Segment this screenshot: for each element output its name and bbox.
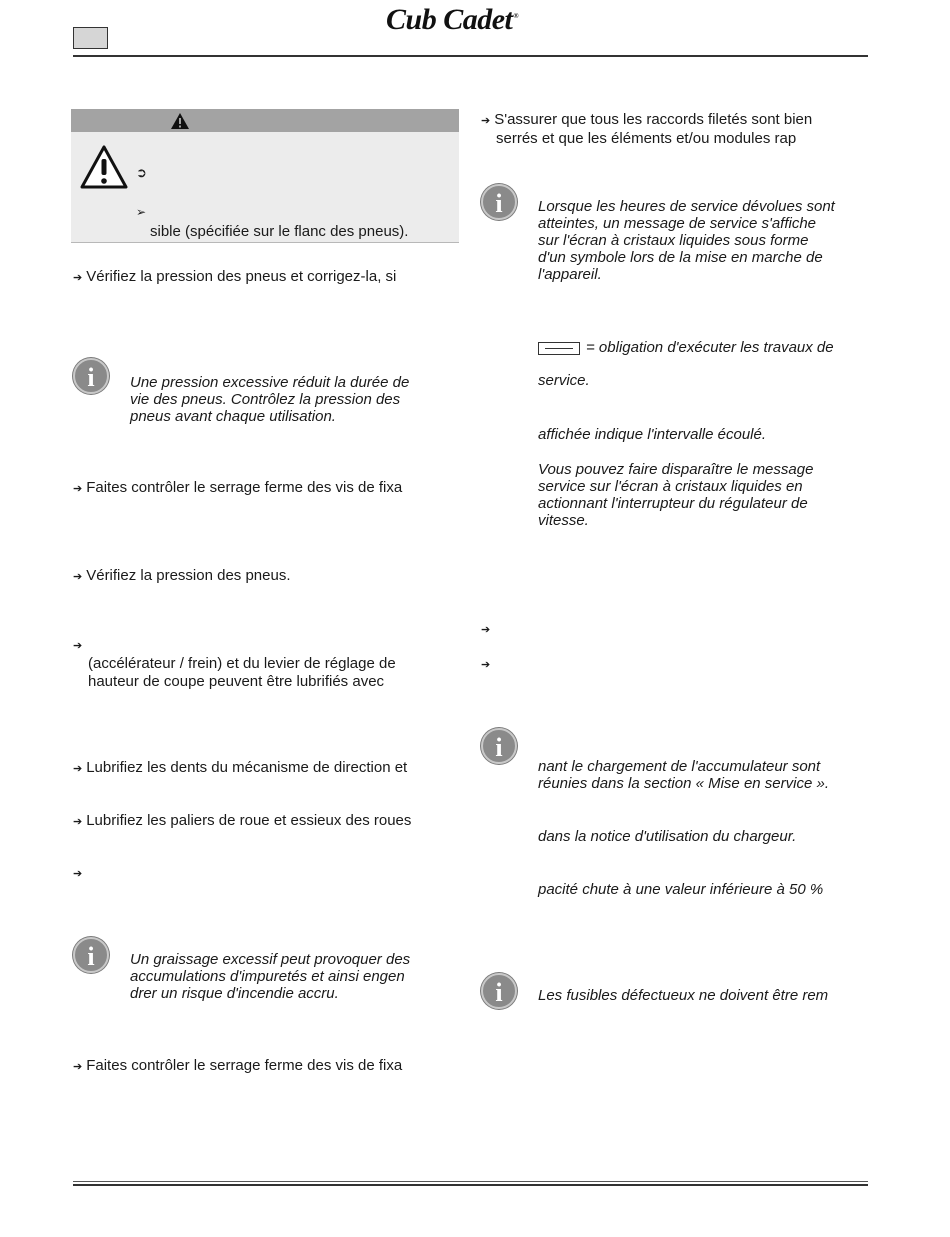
left-step-3: ➔ Vérifiez la pression des pneus. (73, 567, 291, 584)
warning-text: sible (spécifiée sur le flanc des pneus). (150, 223, 409, 240)
left-info-1: Une pression excessive réduit la durée de vie des pneus. Contrôlez la pression des pneus avant chaque utilisation. (130, 374, 410, 425)
left-step-1: ➔ Vérifiez la pression des pneus et corrigez-la, si (73, 268, 397, 285)
left-step-5: ➔ Lubrifiez les dents du mécanisme de direction et (73, 759, 408, 776)
arrow-icon: ➔ (481, 115, 491, 127)
right-info-2-line4: pacité chute à une valeur inférieure à 50 % (538, 881, 824, 898)
arrow-icon: ➔ (73, 868, 83, 880)
right-info-2-line1: nant le chargement de l'accumulateur sont (538, 758, 821, 775)
service-symbol-line: = obligation d'exécuter les travaux de (538, 339, 834, 356)
arrow-icon: ➔ (481, 624, 491, 636)
left-info-2: Un graissage excessif peut provoquer des accumulations d'impuretés et ainsi engen drer un risque d'incendie accru. (130, 951, 411, 1002)
info-icon: i (481, 184, 517, 220)
arrow-icon: ➔ (73, 1061, 83, 1073)
warning-bullet-2: ➢ (136, 205, 147, 219)
left-step-2: ➔ Faites contrôler le serrage ferme des vis de fixa (73, 479, 403, 496)
chapter-tab (73, 27, 108, 49)
warning-triangle-small-icon (170, 112, 190, 130)
arrow-icon: ➔ (481, 659, 491, 671)
info-icon: i (481, 973, 517, 1009)
brand-logo: Cub Cadet® (386, 3, 519, 36)
service-word: service. (538, 372, 590, 389)
warning-triangle-icon (79, 144, 129, 190)
left-step-6: ➔ Lubrifiez les paliers de roue et essieux des roues (73, 812, 412, 829)
wrench-symbol-icon (538, 342, 580, 355)
warning-header (71, 109, 459, 132)
arrow-icon: ➔ (73, 571, 83, 583)
arrow-icon: ➔ (73, 640, 83, 652)
right-info-1: Lorsque les heures de service dévolues sont atteintes, un message de service s'affiche sur l'écran à cristaux liquides sous forme d'un symbole lors de la mise en marche de l'appareil. (538, 198, 835, 283)
right-step-3 (481, 655, 494, 674)
interval-text: affichée indique l'intervalle écoulé. (538, 426, 767, 443)
header-rule (73, 55, 868, 57)
right-step-2 (481, 620, 494, 639)
info-icon: i (73, 937, 109, 973)
footer-rule-thin (73, 1181, 868, 1182)
arrow-icon: ➔ (73, 763, 83, 775)
warning-bullet-1: ➲ (136, 165, 147, 180)
warning-body (71, 132, 459, 243)
left-step-8: ➔ Faites contrôler le serrage ferme des vis de fixa (73, 1057, 403, 1074)
right-info-2-line2: réunies dans la section « Mise en service ». (538, 775, 829, 792)
arrow-icon: ➔ (73, 816, 83, 828)
left-step-4: ➔ (accélérateur / frein) et du levier de réglage de hauteur de coupe peuvent être lubrifiés avec (73, 640, 396, 690)
info-icon: i (481, 728, 517, 764)
arrow-icon: ➔ (73, 272, 83, 284)
left-step-7 (73, 864, 86, 883)
right-info-2-line3: dans la notice d'utilisation du chargeur. (538, 828, 797, 845)
right-info-3: Les fusibles défectueux ne doivent être rem (538, 987, 829, 1004)
info-icon: i (73, 358, 109, 394)
right-step-1: ➔ S'assurer que tous les raccords filetés sont bien serrés et que les éléments et/ou modules rap (481, 111, 813, 147)
arrow-icon: ➔ (73, 483, 83, 495)
footer-rule (73, 1184, 868, 1186)
right-info-1b: Vous pouvez faire disparaître le message service sur l'écran à cristaux liquides en actionnant l'interrupteur du régulateur de vitesse. (538, 461, 814, 529)
